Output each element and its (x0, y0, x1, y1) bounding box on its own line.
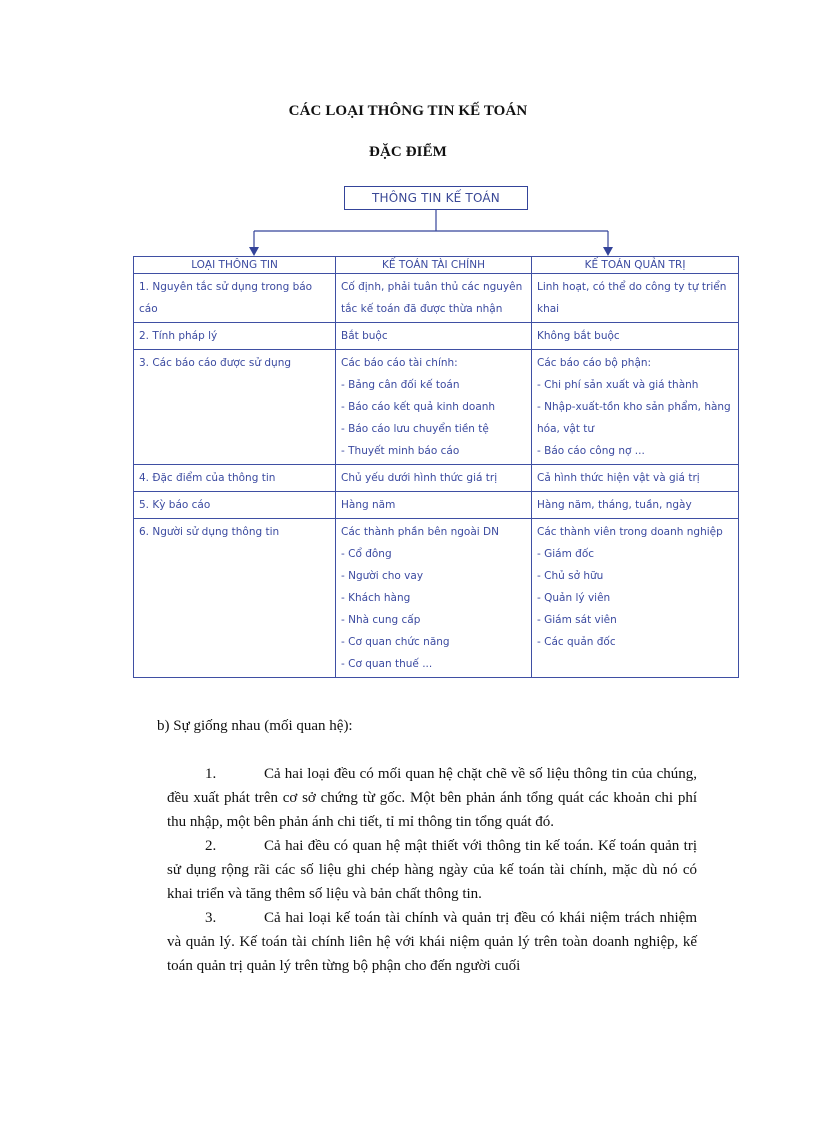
cell-text: 5. Kỳ báo cáo (139, 499, 211, 511)
left-arrow-icon (249, 247, 259, 256)
paragraph-number: 2. (205, 838, 217, 854)
paragraph-number: 3. (205, 910, 217, 926)
cell-management (532, 519, 739, 678)
header-info-type: LOẠI THÔNG TIN (134, 257, 336, 274)
diagram-root-node: THÔNG TIN KẾ TOÁN (344, 186, 528, 210)
paragraph-2 (167, 834, 697, 906)
cell-financial (336, 274, 532, 323)
cell-info-type (134, 492, 336, 519)
paragraph-text: Cả hai loại đều có mối quan hệ chặt chẽ về số liệu thông tin của chúng, đều xuất phát trên cơ sở chứng từ gốc. Một bên phản ánh tổng quát các khoản chi phí thu nhập, một bên phản ánh chi tiết, tỉ mỉ thông tin tổng quát đó. (167, 766, 697, 830)
cell-line: Bắt buộc (341, 330, 388, 342)
cell-financial (336, 519, 532, 678)
cell-line: - Quản lý viên (537, 592, 611, 604)
cell-text: 2. Tính pháp lý (139, 330, 218, 342)
table-row (134, 492, 739, 519)
cell-line: - Chi phí sản xuất và giá thành (537, 379, 699, 391)
cell-info-type (134, 323, 336, 350)
cell-info-type (134, 350, 336, 465)
table-body (134, 274, 739, 678)
section-heading: b) Sự giống nhau (mối quan hệ): (157, 718, 353, 734)
cell-management (532, 323, 739, 350)
table-row (134, 274, 739, 323)
cell-line: - Các quản đốc (537, 636, 616, 648)
table-header-row (134, 257, 739, 274)
paragraph-3 (167, 906, 697, 978)
cell-line: Các báo cáo tài chính: (341, 357, 458, 369)
right-arrow-icon (603, 247, 613, 256)
cell-line: - Người cho vay (341, 570, 424, 582)
cell-text: 1. Nguyên tắc sử dụng trong báo cáo (139, 281, 313, 315)
cell-line: Không bắt buộc (537, 330, 620, 342)
cell-line: Linh hoạt, có thể do công ty tự triển khai (537, 281, 727, 315)
header-financial: KẾ TOÁN TÀI CHÍNH (336, 257, 532, 274)
cell-line: Cả hình thức hiện vật và giá trị (537, 472, 700, 484)
cell-management (532, 465, 739, 492)
cell-financial (336, 323, 532, 350)
cell-info-type (134, 274, 336, 323)
page-subtitle: ĐẶC ĐIỂM (369, 144, 447, 160)
cell-line: - Nhập-xuất-tồn kho sản phẩm, hàng hóa, vật tư (537, 401, 731, 435)
cell-financial (336, 350, 532, 465)
cell-management (532, 350, 739, 465)
cell-line: - Báo cáo công nợ ... (537, 445, 645, 457)
cell-text: 3. Các báo cáo được sử dụng (139, 357, 292, 369)
table-row (134, 465, 739, 492)
cell-line: - Cơ quan thuế ... (341, 658, 433, 670)
cell-line: - Cổ đông (341, 548, 392, 560)
cell-info-type (134, 519, 336, 678)
paragraph-1 (167, 762, 697, 834)
table-row (134, 323, 739, 350)
cell-management (532, 492, 739, 519)
paragraph-text: Cả hai loại kế toán tài chính và quản trị đều có khái niệm trách nhiệm và quản lý. Kế toán tài chính liên hệ với khái niệm quản lý trên toàn doanh nghiệp, kế toán quản trị quản lý trên từng bộ phận cho đến người cuối (167, 910, 697, 974)
cell-management (532, 274, 739, 323)
header-management: KẾ TOÁN QUẢN TRỊ (532, 257, 739, 274)
cell-line: - Báo cáo lưu chuyển tiền tệ (341, 423, 489, 435)
cell-line: Chủ yếu dưới hình thức giá trị (341, 472, 498, 484)
cell-line: - Chủ sở hữu (537, 570, 604, 582)
cell-line: - Cơ quan chức năng (341, 636, 450, 648)
cell-line: Các thành viên trong doanh nghiệp (537, 526, 723, 538)
cell-line: Hàng năm, tháng, tuần, ngày (537, 499, 692, 511)
cell-text: 6. Người sử dụng thông tin (139, 526, 280, 538)
cell-line: - Khách hàng (341, 592, 411, 604)
cell-financial (336, 492, 532, 519)
cell-line: Các báo cáo bộ phận: (537, 357, 652, 369)
table-row (134, 519, 739, 678)
cell-line: Hàng năm (341, 499, 396, 511)
cell-line: Các thành phần bên ngoài DN (341, 526, 499, 538)
cell-line: - Giám đốc (537, 548, 595, 560)
cell-text: 4. Đặc điểm của thông tin (139, 472, 276, 484)
cell-line: Cố định, phải tuân thủ các nguyên tắc kế toán đã được thừa nhận (341, 281, 523, 315)
cell-info-type (134, 465, 336, 492)
comparison-table (133, 256, 739, 678)
cell-line: - Giám sát viên (537, 614, 617, 626)
paragraph-text: Cả hai đều có quan hệ mật thiết với thông tin kế toán. Kế toán quản trị sử dụng rộng rãi các số liệu ghi chép hàng ngày của kế toán tài chính, mặc dù nó có khai triển và tăng thêm số liệu và bản chất thông tin. (167, 838, 697, 902)
paragraph-number: 1. (205, 766, 217, 782)
page-title: CÁC LOẠI THÔNG TIN KẾ TOÁN (288, 103, 528, 119)
comparison-table-wrapper (133, 256, 738, 678)
table-row (134, 350, 739, 465)
cell-line: - Nhà cung cấp (341, 614, 421, 626)
cell-line: - Báo cáo kết quả kinh doanh (341, 401, 496, 413)
paragraphs (167, 762, 697, 978)
cell-line: - Bảng cân đối kế toán (341, 379, 460, 391)
cell-financial (336, 465, 532, 492)
cell-line: - Thuyết minh báo cáo (341, 445, 460, 457)
